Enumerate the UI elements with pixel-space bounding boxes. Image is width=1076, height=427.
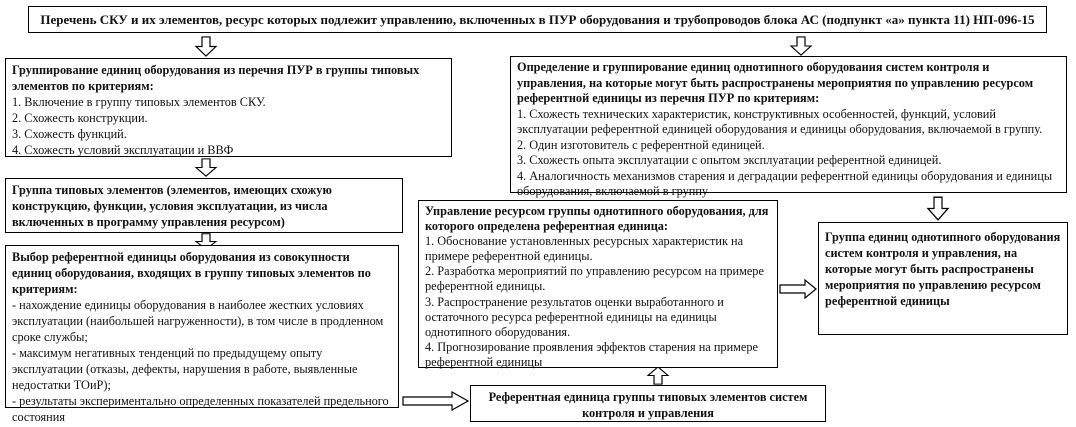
same-type-group-text: Группа единиц однотипного оборудования систем контроля и управления, на которые могут быть распространены мероприятия по управлению ресурсом референтной единицы: [825, 230, 1061, 308]
resource-management-item-4: 4. Прогнозирование проявления эффектов старения на примере референтной единицы: [425, 339, 758, 369]
grouping-criterion-4: 4. Схожесть условий эксплуатации и ВВФ: [12, 143, 234, 157]
grouping-criterion-3: 3. Схожесть функций.: [12, 127, 127, 141]
resource-management-box: [418, 200, 778, 368]
definition-grouping-criterion-3: 3. Схожесть опыта эксплуатации с опытом эксплуатации референтной единицей.: [517, 153, 942, 167]
reference-selection-criterion-1: - нахождение единицы оборудования в наиболее жестких условиях эксплуатации (наибольшей нагруженности), в том числе в продленном сроке службы;: [12, 298, 384, 344]
resource-management-item-2: 2. Разработка мероприятий по управлению ресурсом на примере референтной единицы.: [425, 264, 764, 294]
arrow-down-title-to-grouping-icon: [194, 36, 218, 57]
arrow-down-definition-to-group-icon: [926, 196, 950, 221]
same-type-group-box: [818, 222, 1068, 335]
definition-grouping-criterion-4: 4. Аналогичность механизмов старения и деградации референтной единицы оборудования и единицы оборудования, включаемой в группу: [517, 168, 1053, 198]
diagram-title: Перечень СКУ и их элементов, ресурс которых подлежит управлению, включенных в ПУР оборудования и трубопроводов блока АС (подпункт «а» пункта 11) НП-096-15: [40, 12, 1035, 27]
title-box: [28, 6, 1047, 33]
arrow-right-selection-to-reference-icon: [402, 391, 470, 411]
resource-management-item-1: 1. Обоснование установленных ресурсных характеристик на примере референтной единицы.: [425, 234, 744, 264]
grouping-criteria-box: [5, 58, 452, 157]
definition-grouping-criterion-2: 2. Один изготовитель с референтной единицей.: [517, 137, 765, 152]
resource-management-header: Управление ресурсом группы однотипного оборудования, для которого определена референтная единица:: [425, 204, 769, 234]
typical-elements-group-text: Группа типовых элементов (элементов, имеющих схожую конструкцию, функции, условия эксплуатации, из числа включенных в программу управления ресурсом): [12, 183, 332, 229]
grouping-criteria-header: Группирование единиц оборудования из перечня ПУР в группы типовых элементов по критериям:: [12, 63, 420, 93]
reference-selection-criterion-3: - результаты экспериментально определенных показателей предельного состояния: [12, 394, 389, 424]
reference-unit-text: Референтная единица группы типовых элементов систем контроля и управления: [488, 390, 808, 420]
reference-selection-criterion-2: - максимум негативных тенденций по предыдущему опыту эксплуатации (отказы, дефекты, нарушения в работе, выявленные недостатки ТОиР);: [12, 346, 358, 392]
definition-grouping-criterion-1: 1. Схожесть технических характеристик, конструктивных особенностей, функций, условий эксплуатации референтной единицей оборудования и единицы оборудования, включаемой в группу.: [517, 106, 1043, 136]
typical-elements-group-box: [5, 178, 403, 233]
grouping-criterion-2: 2. Схожесть конструкции.: [12, 111, 148, 125]
reference-selection-box: [5, 245, 399, 424]
reference-selection-header: Выбор референтной единицы оборудования из совокупности единиц оборудования, входящих в группу типовых элементов по критериям:: [12, 250, 371, 296]
arrow-down-title-to-definition-icon: [789, 36, 813, 56]
arrow-right-management-to-group-icon: [779, 278, 818, 300]
resource-management-item-3: 3. Распространение результатов оценки выработанного и остаточного ресурса референтной единицы на единицы однотипного оборудования.: [425, 294, 724, 339]
arrow-down-grouping-to-typical-icon: [194, 158, 218, 177]
definition-grouping-header: Определение и группирование единиц однотипного оборудования систем контроля и управления, на которые могут быть распространены мероприятия по управлению ресурсом референтной единицы из перечня ПУР по критериям:: [517, 60, 1034, 105]
reference-unit-box: [470, 385, 826, 422]
grouping-criterion-1: 1. Включение в группу типовых элементов СКУ.: [12, 95, 266, 109]
definition-grouping-box: [510, 56, 1067, 198]
